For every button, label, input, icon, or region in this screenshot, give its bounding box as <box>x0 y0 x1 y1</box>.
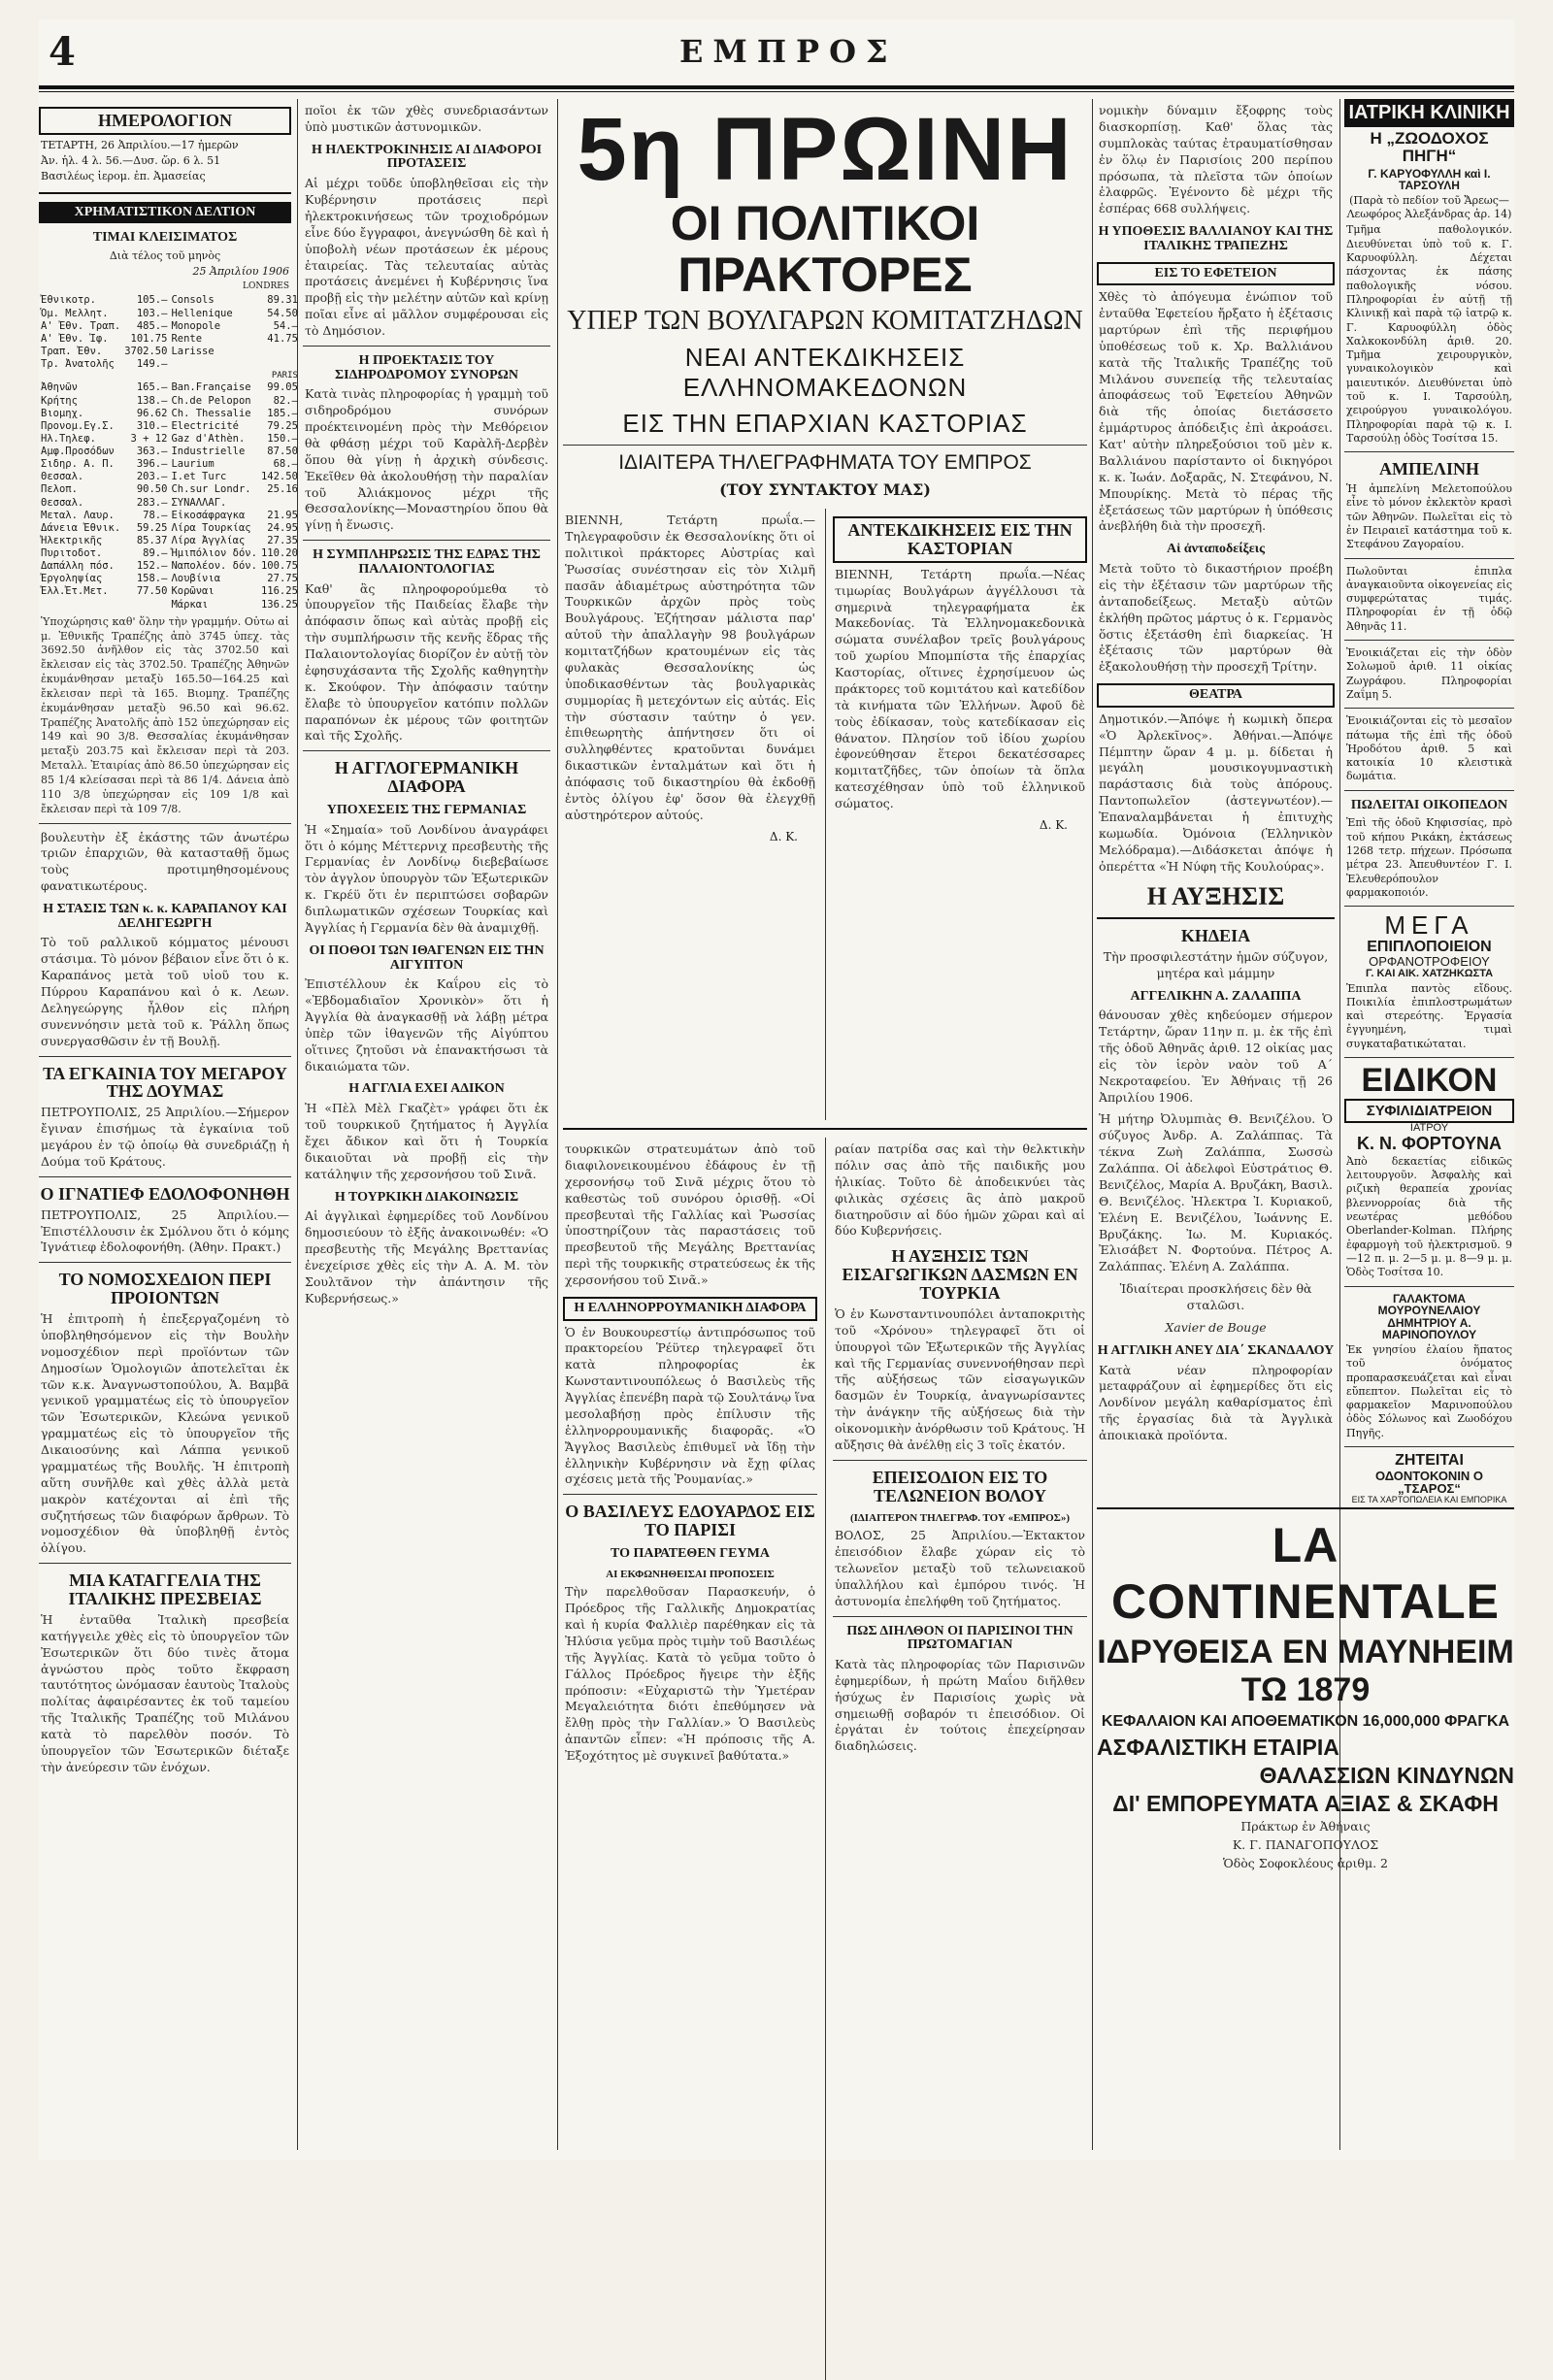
quote-cell: 3 + 12 <box>130 432 168 445</box>
headline-edouardos: Ο ΒΑΣΙΛΕΥΣ ΕΔΟΥΑΡΔΟΣ ΕΙΣ ΤΟ ΠΑΡΙΣΙ <box>565 1502 815 1540</box>
quote-row <box>39 433 300 446</box>
divider <box>39 1056 291 1057</box>
quote-cell: 396.— <box>136 458 168 471</box>
quote-cell: 105.— <box>136 294 168 307</box>
quote-cell <box>122 599 169 612</box>
quote-cell: ΣΥΝΑΛΛΑΓ. <box>171 496 227 509</box>
lead-subcolumns <box>563 509 1087 1120</box>
author-credit: Xavier de Bouge <box>1165 1319 1267 1335</box>
quote-cell: Σιδηρ. Α. Π. <box>41 458 115 471</box>
headline-protomagia: ΠΩΣ ΔΙΗΛΘΟΝ ΟΙ ΠΑΡΙΣΙΝΟΙ ΤΗΝ ΠΡΩΤΟΜΑΓΙΑΝ <box>846 1623 1074 1653</box>
quote-cell: Consols <box>171 294 215 307</box>
headline-epeisodion: ΕΠΕΙΣΟΔΙΟΝ ΕΙΣ ΤΟ ΤΕΛΩΝΕΙΟΝ ΒΟΛΟΥ <box>872 1467 1048 1505</box>
quote-cell: Gaz d'Athèn. <box>171 432 246 445</box>
divider <box>39 1262 291 1263</box>
article-text: Ἐπιστέλλουν ἐκ Καΐρου εἰς τὸ «Ἐβδομαδιαῖον Χρονικὸν» ὅτι ἡ Ἀγγλία θὰ ἀναγκασθῇ νὰ λάβῃ μέτρα ὑπὲρ τῶν ἰθαγενῶν τῆς Αἰγύπτου οἵτινες ζητοῦσι νὰ ἐπανακτήσωσι τὰ δικαιώματα τῶν. <box>305 976 548 1074</box>
quote-cell: Rente <box>171 332 203 345</box>
quote-cell: 54.— <box>273 319 298 332</box>
quote-row <box>39 333 300 346</box>
quote-cell: 82.— <box>273 394 298 407</box>
ad-continentale-founded: ΙΔΡΥΘΕΙΣΑ ΕΝ ΜΑΥΝΗΕΙΜ ΤΩ 1879 <box>1097 1634 1514 1708</box>
headline-staseis: Η ΣΤΑΣΙΣ ΤΩΝ κ. κ. ΚΑΡΑΠΑΝΟΥ ΚΑΙ ΔΕΛΗΓΕΩΡΓΗ <box>43 902 287 931</box>
ad-continentale-agent-label: Πράκτωρ ἐν Ἀθήναις <box>1240 1819 1371 1834</box>
ad-continentale-line: ΘΑΛΑΣΣΙΩΝ ΚΙΝΔΥΝΩΝ <box>1259 1763 1514 1788</box>
lead-subheadline: (ΤΟΥ ΣΥΝΤΑΚΤΟΥ ΜΑΣ) <box>719 480 931 499</box>
quote-row <box>39 510 300 522</box>
column-1 <box>39 99 298 2150</box>
ad-tsaros-text: ΟΔΟΝΤΟΚΟΝΙΝ Ο „ΤΣΑΡΟΣ“ <box>1374 1468 1484 1497</box>
quote-cell: Πυριτοδοτ. <box>41 547 103 560</box>
divider <box>1344 906 1514 907</box>
quote-cell: 41.75 <box>267 332 298 345</box>
divider <box>39 1176 291 1177</box>
divider <box>563 1128 1087 1130</box>
ad-tsaros-title: ΖΗΤΕΙΤΑΙ <box>1395 1451 1464 1469</box>
quote-row <box>39 358 300 371</box>
quote-cell: Λίρα Ἀγγλίας <box>171 534 246 546</box>
article-text: Αἱ μέχρι τοῦδε ὑποβληθεῖσαι εἰς τὴν Κυβέρνησιν προτάσεις περὶ ἠλεκτροκινήσεως τῶν τροχιοδρόμων εἶνε δύο ἔγγραφοι, ἀνεγνώσθη δὲ καὶ ἡ ὑποβολὴ νέων προτάσεων ἐκ μέρους ἑταιρείας. Τὰς τελευταίας αὐτὰς προτάσεις ἀνεμένει ἡ Κυβέρνησις ἵνα προβῇ εἰς τὴν μελέτην αὐτῶν καὶ κρίνῃ ποῖαι εἶνε αἱ μᾶλλον συμφέρουσαι εἰς τὸ Δημόσιον. <box>305 176 548 338</box>
quote-row <box>39 381 300 394</box>
lead-banner: 5η ΠΡΩΙΝΗ <box>577 100 1074 199</box>
article-text: Ὁ ἐν Κωνσταντινουπόλει ἀνταποκριτὴς τοῦ «Χρόνου» τηλεγραφεῖ ὅτι οἱ ὑπουργοὶ τῶν Ἐξωτερικῶν τῆς Ἀγγλίας καὶ τῆς Γερμανίας συνεννοήθησαν περὶ τῆς αὐξήσεως τῶν εἰσαγωγικῶν δασμῶν ἐν Τουρκίᾳ, ἀναγνωρίσαντες τὴν ἀνάγκην τῆς αὐξήσεως διὰ τὴν οἰκονομικὴν ἀνόρθωσιν τοῦ Κράτους. Ἡ αὔξησις θὰ ἀνέλθῃ εἰς 3 τοῖς ἑκατόν. <box>835 1306 1085 1452</box>
quote-cell: 54.50 <box>267 307 298 319</box>
masthead-rule <box>39 85 1514 89</box>
quote-cell: Τρ. Ἀνατολῆς <box>41 358 115 371</box>
quote-cell <box>39 599 122 612</box>
headline-duma: ΤΑ ΕΓΚΑΙΝΙΑ ΤΟΥ ΜΕΓΑΡΟΥ ΤΗΣ ΔΟΥΜΑΣ <box>43 1063 287 1102</box>
headline-ignatiev: Ο ΙΓΝΑΤΙΕΦ ΕΔΟΛΟΦΟΝΗΘΗ <box>40 1183 290 1204</box>
subheadline: Η ΑΓΓΛΙΑ ΕΧΕΙ ΑΔΙΚΟΝ <box>348 1081 505 1097</box>
lower-subcolumns <box>563 1138 1087 2380</box>
london-label: LONDRES <box>243 281 289 291</box>
headline-theatra: ΘΕΑΤΡΑ <box>1097 683 1335 708</box>
column-4 <box>1097 99 1335 1480</box>
article-text: Κατὰ νέαν πληροφορίαν μεταφράζουν αἱ ἐφημερίδες ὅτι εἰς Λονδίνον μεγάλη καθαρίσματος ἐπὶ τῆς ἐργασίας διὰ τὰ Ἀγγλικὰ ἀποικιακὰ προϊόντα. <box>1099 1362 1333 1442</box>
quote-cell: 110.20 <box>260 547 298 560</box>
lead-subheadline: ΝΕΑΙ ΑΝΤΕΚΔΙΚΗΣΕΙΣ ΕΛΛΗΝΟΜΑΚΕΔΟΝΩΝ <box>682 343 968 402</box>
quote-cell: Πελοπ. <box>41 483 78 496</box>
quote-cell: 142.50 <box>260 471 298 483</box>
article-text: Ἡ ἐνταῦθα Ἰταλικὴ πρεσβεία κατήγγειλε χθὲς εἰς τὸ ὑπουργεῖον τῶν Ἐσωτερικῶν ὅτι δύο τινὲς ἄτομα ἀγνώστου πρὸς τοῦτο ἔκφραση ταυτότητος ὠνόμασαν ἑαυτοὺς Ἰταλοὺς πολίτας ἀφαιρέσαντες ἐκ τοῦ ταμείου τῆς Ἰταλικῆς Τραπέζης τοῦ Μιλάνου κατὰ τὸ παρελθὸν ποσόν. Τὸ ὑπουργεῖον τῶν Ἐσωτερικῶν διέταξε τὴν ἀνεύρεσιν τῶν ἐνόχων. <box>41 1611 289 1774</box>
quote-cell: Monopole <box>171 319 221 332</box>
quote-cell: 283.— <box>136 496 168 509</box>
quote-cell: 165.— <box>136 381 168 394</box>
article-text: βουλευτὴν ἐξ ἑκάστης τῶν ἀνωτέρω τριῶν ἐπαρχιῶν, θὰ κατασταθῇ ὅμως τοὺς προτιμηθησομένους φανατικωτέρους. <box>41 829 289 894</box>
article-text: ποῖοι ἐκ τῶν χθὲς συνεδριασάντων ὑπὸ μυστικῶν ἀστυνομικῶν. <box>305 103 548 134</box>
ad-furniture-title2: ΕΠΙΠΛΟΠΟΙΕΙΟΝ <box>1367 938 1492 955</box>
ad-clinic-doctors: Γ. ΚΑΡΥΟΦΥΛΛΗ καὶ Ι. ΤΑΡΣΟΥΛΗ <box>1368 166 1491 193</box>
obituary-intro: Τὴν προσφιλεστάτην ἡμῶν σύζυγον, μητέρα καὶ μάμμην <box>1103 948 1329 980</box>
ad-clinic2-name: Κ. Ν. ΦΟΡΤΟΥΝΑ <box>1357 1133 1502 1153</box>
quote-cell: Θεσσαλ. <box>41 496 84 509</box>
page-number: 4 <box>49 29 76 75</box>
quote-cell: Ch.sur Londr. <box>171 483 251 496</box>
quote-cell: Μεταλ. Λαυρ. <box>41 509 115 521</box>
article-text: ΠΕΤΡΟΥΠΟΛΙΣ, 25 Ἀπριλίου.—Ἐπιστέλλουσιν ἐκ Σμόλνου ὅτι ὁ κόμης Ἰγνάτιεφ ἐδολοφονήθη. (Ἀθην. Πρακτ.) <box>41 1207 289 1255</box>
quote-cell: 485.— <box>136 319 168 332</box>
article-text: ραίαν πατρίδα σας καὶ τὴν θελκτικὴν πόλιν σας ἀπὸ τῆς παιδικῆς μου ἡλικίας. Τοῦτο δὲ ἀποδεικνύει τὰς φιλικὰς σχέσεις ἃς ἀπὸ μακροῦ διατηροῦσιν αἱ δύο ἡμῶν χῶραι καὶ αἱ δύο Κυβερνήσεις. <box>835 1141 1085 1239</box>
quote-cell: 136.25 <box>260 598 298 611</box>
article-text: Αἱ ἀγγλικαὶ ἐφημερίδες τοῦ Λονδίνου δημοσιεύουν τὸ ἐξῆς ἀνακοινωθέν: «Ὁ πρεσβευτὴς τῆς Μεγάλης Βρεττανίας ἐνεχείρισε χθὲς εἰς τὴν Α. Α. Μ. τὸν Σουλτᾶνον τὴν ἀπάντησιν τῆς Κυβερνήσεως.» <box>305 1208 548 1306</box>
divider <box>1344 1057 1514 1058</box>
quotes-table <box>39 294 300 611</box>
ad-continentale-address: Ὁδὸς Σοφοκλέους ἀριθμ. 2 <box>1223 1855 1388 1870</box>
ad-furniture-names: Γ. ΚΑΙ ΑΙΚ. ΧΑΤΖΗΚΩΣΤΑ <box>1365 967 1494 979</box>
headline-auxisis-dasmon: Η ΑΥΞΗΣΙΣ ΤΩΝ ΕΙΣΑΓΩΓΙΚΩΝ ΔΑΣΜΩΝ ΕΝ ΤΟΥΡΚΙΑ <box>842 1246 1078 1304</box>
column-divider <box>557 99 558 2150</box>
quote-cell: Ἐργοληψίας <box>41 573 103 585</box>
paris-label: PARIS <box>271 371 298 381</box>
calendar-line: Βασιλέως ἱερομ. ἐπ. Ἀμασείας <box>41 170 206 183</box>
quote-cell: 21.95 <box>267 509 298 521</box>
lead-subcolumn-a <box>563 509 817 843</box>
column-2 <box>303 99 550 2150</box>
quote-cell: Λουβίνια <box>171 573 221 585</box>
quote-cell: Μάρκαι <box>171 598 209 611</box>
divider <box>563 1494 817 1495</box>
quote-cell: 89.31 <box>267 294 298 307</box>
divider <box>39 823 291 824</box>
quote-cell: 103.— <box>136 307 168 319</box>
quote-cell: 59.25 <box>136 521 168 534</box>
closing-prices-subtitle: Διὰ τέλος τοῦ μηνὸς <box>109 249 221 263</box>
quote-cell: Ηλ.Τηλεφ. <box>41 432 96 445</box>
quote-cell: Laurium <box>171 458 215 471</box>
quote-cell: Προνομ.Εγ.Σ. <box>41 419 115 432</box>
quote-cell: Hellenique <box>171 307 233 319</box>
headline-proektasis: Η ΠΡΟΕΚΤΑΣΙΣ ΤΟΥ ΣΙΔΗΡΟΔΡΟΜΟΥ ΣΥΝΟΡΩΝ <box>335 352 518 382</box>
article-signature: Δ. Κ. <box>1039 817 1068 832</box>
calendar-line: Ἀν. ἡλ. 4 λ. 56.—Δυσ. ὥρ. 6 λ. 51 <box>41 154 221 168</box>
article-text: ΒΟΛΟΣ, 25 Ἀπριλίου.—Ἐκτακτον ἐπεισόδιον ἔλαβε χώραν εἰς τὸ τελωνεῖον μεταξὺ τοῦ τελωνειακοῦ ὑπαλλήλου καὶ ἐμπόρου τινός. Ἡ ἀστυνομία ἐπελήφθη τοῦ ζητήματος. <box>835 1528 1085 1608</box>
quote-cell: 89.— <box>143 547 168 560</box>
quote-cell: Α' Ἐθν. Ἰφ. <box>41 332 109 345</box>
lead-subcolumn-b <box>833 509 1087 832</box>
headline-elektrokinisis: Η ΗΛΕΚΤΡΟΚΙΝΗΣΙΣ ΑΙ ΔΙΑΦΟΡΟΙ ΠΡΟΤΑΣΕΙΣ <box>311 142 543 172</box>
article-text: ΠΕΤΡΟΥΠΟΛΙΣ, 25 Ἀπριλίου.—Σήμερον ἔγιναν ἐπισήμως τὰ ἐγκαίνια τοῦ μεγάρου ἐν τῷ ὁποίῳ θὰ συνεδριάζῃ ἡ Δούμα τοῦ Κράτους. <box>41 1105 289 1169</box>
quote-row <box>39 308 300 320</box>
article-text: ΒΙΕΝΝΗ, Τετάρτη πρωΐα.—Νέας τιμωρίας Βουλγάρων ἀγγέλλουσι τὰ σημερινὰ τηλεγραφήματα ἐκ Μακεδονίας. Τὰ Ἑλληνομακεδονικὰ σώματα συνέλαβον τρεῖς βουλγάρους τοῦ χωρίου Μπομπίστα τῆς ἐπαρχίας Καστορίας, οἵτινες ἐχρησίμευον ὡς πράκτορες τοῦ κομιτάτου καὶ κατεδίδον τὰ κινήματα τῶν Ἑλλήνων. Ἀφοῦ δὲ τοὺς ἐδίκασαν, τοὺς κατεδίκασαν εἰς θάνατον. Πλησίον τοῦ ἰδίου χωρίου ἐφονεύθησαν ἕτεροι δεκατέσσαρες κομιτατζῆδες, τῶν ὁποίων τὰ ὅπλα κατεσχέθησαν ὑπὸ τοῦ ἑλληνικοῦ σώματος. <box>835 566 1085 811</box>
quote-cell: 101.75 <box>130 332 168 345</box>
closing-prices-title: ΤΙΜΑΙ ΚΛΕΙΣΙΜΑΤΟΣ <box>92 230 238 246</box>
quote-row <box>39 395 300 408</box>
subheadline: Αἱ ἀνταποδείξεις <box>1166 542 1265 557</box>
quote-cell: 27.35 <box>267 534 298 546</box>
divider <box>833 1460 1087 1461</box>
ad-clinic2-title: ΕΙΔΙΚΟΝ <box>1361 1061 1498 1099</box>
subheadline: ΤΟ ΠΑΡΑΤΕΘΕΝ ΓΕΥΜΑ <box>611 1546 770 1562</box>
subheadline: ΟΙ ΠΟΘΟΙ ΤΩΝ ΙΘΑΓΕΝΩΝ ΕΙΣ ΤΗΝ ΑΙΓΥΠΤΟΝ <box>309 942 545 973</box>
quote-cell: 363.— <box>136 446 168 458</box>
quote-cell <box>169 358 259 371</box>
masthead-rule-thin <box>39 91 1514 92</box>
quote-row <box>39 599 300 612</box>
quote-row <box>39 560 300 573</box>
headline-anglogermaniki: Η ΑΓΓΛΟΓΕΡΜΑΝΙΚΗ ΔΙΑΦΟΡΑ <box>334 758 519 797</box>
divider <box>1344 558 1514 559</box>
quote-cell: Ch. Thessalie <box>171 407 251 419</box>
quote-cell: Ἡμιπόλιον δόν. <box>171 547 257 560</box>
obituary-text: θάνουσαν χθὲς κηδεύομεν σήμερον Τετάρτην, ὥραν 11ην π. μ. ἐκ τῆς ἐπὶ τῆς ὁδοῦ Ἀθηνᾶς ἀριθ. 12 οἰκίας μας εἰς τὸν ἱερὸν ναὸν τοῦ Α΄ Νεκροταφείου. Ἐν Ἀθήναις τῇ 26 Ἀπριλίου 1906. <box>1099 1008 1333 1105</box>
ad-ampelini-title: ΑΜΠΕΛΙΝΗ <box>1379 459 1479 479</box>
subheadline: Η ΤΟΥΡΚΙΚΗ ΔΙΑΚΟΙΝΩΣΙΣ <box>334 1189 519 1205</box>
article-text: Τὴν παρελθοῦσαν Παρασκευήν, ὁ Πρόεδρος τῆς Γαλλικῆς Δημοκρατίας καὶ ἡ κυρία Φαλλιὲρ παρέθηκαν εἰς τὰ Ἠλύσια γεῦμα πρὸς τιμὴν τοῦ Βασιλέως τῆς Ἀγγλίας. Κατὰ τὸ γεῦμα τοῦτο ὁ Γάλλος Πρόεδρος ἤγειρε τὴν ἑξῆς πρόποσιν: «Εὐχαριστῶ τὴν Ὑμετέραν Μεγαλειότητα διότι ἐπεθύμησεν νὰ ἔλθῃ πρὸς τὴν Γαλλίαν.» Ὁ Βασιλεὺς ἀπαντῶν εἶπεν: «Ἡ πρόποσις τῆς Α. Ἐξοχότητος μὲ συγκινεῖ βαθύτατα.» <box>565 1584 815 1764</box>
newspaper-page <box>39 19 1514 2160</box>
article-text: Ἡ «Σημαία» τοῦ Λονδίνου ἀναγράφει ὅτι ὁ κόμης Μέττερνιχ πρεσβευτὴς τῆς Γερμανίας ἐν Λονδίνῳ διεβεβαίωσε τὸν ἀγγλον ὑπουργὸν τῶν Ἐξωτερικῶν κ. Γκρέϋ ὅτι ἐν περιπτώσει σοβαρῶν διπλωματικῶν σχέσεων Τουρκίας καὶ Ἀγγλίας ἡ Γερμανία δὲν θὰ ἀναμιχθῇ. <box>305 821 548 935</box>
quote-cell: Ἠλεκτρικῆς <box>41 534 103 546</box>
ad-plot-text: Ἐπὶ τῆς ὁδοῦ Κηφισσίας, πρὸ τοῦ κήπου Ρικάκη, ἐκτάσεως 1268 τετρ. πήχεων. Πρόσωπα μέτρα 23. Ἀπευθυντέον Γ. Ι. Ἐλευθερόπουλον φαρμακοποιόν. <box>1346 816 1512 899</box>
quote-cell: Δάνεια Ἐθνικ. <box>41 521 121 534</box>
lead-subheadline: ΥΠΕΡ ΤΩΝ ΒΟΥΛΓΑΡΩΝ ΚΟΜΙΤΑΤΖΗΔΩΝ <box>567 306 1083 336</box>
quote-cell: 116.25 <box>260 585 298 598</box>
article-text: Καθ' ἃς πληροφορούμεθα τὸ ὑπουργεῖον τῆς Παιδείας ἔλαβε τὴν ἀπόφασιν ὅπως καὶ αὐτὰς προβῇ εἰς τὴν συμπλήρωσιν τῆς κενῆς ἕδρας τῆς Παλαιοντολογίας διορίζον ἐν αὐτῇ τὸν ἐφησυχάσαντα τῆς Σχολῆς καθηγητὴν κ. Σκούφον. Τὴν ἀπόφασιν ταύτην ἔλαβε τὸ ὑπουργεῖον κατόπιν πολλῶν παραπόνων ἐκ μέρους τῶν φοιτητῶν καὶ τῆς Σχολῆς. <box>305 580 548 744</box>
article-text: τουρκικῶν στρατευμάτων ἀπὸ τοῦ διαφιλονεικουμένου ἐδάφους ἐν τῇ χερσονήσῳ τοῦ Σινᾶ μέχρις ὅτου τὸ καθεστὼς τοῦ συνόρου ὁρισθῇ. «Οἱ πρεσβευταὶ τῆς Γαλλίας καὶ Ῥωσσίας ὑποστηρίζουν τὰς παραστάσεις τοῦ πρεσβευτοῦ τῆς Μεγάλης Βρεττανίας περὶ τῆς τουρκικῆς στρατεύσεως ἐκ τῆς χερσονήσου τοῦ Σινᾶ.» <box>565 1141 815 1287</box>
quote-cell: Θεσσαλ. <box>41 471 84 483</box>
ad-clinic-title: ΙΑΤΡΙΚΗ ΚΛΙΝΙΚΗ <box>1344 99 1514 127</box>
divider <box>303 346 550 347</box>
quote-row <box>39 420 300 433</box>
divider <box>1344 790 1514 791</box>
ad-furniture-text: Ἐπιπλα παντὸς εἴδους. Ποικιλία ἐπιπλοστρωμάτων καὶ στερεότης. Ἐργασία ἐγγυημένη, τιμαὶ συγκαταβατικώταται. <box>1346 981 1512 1050</box>
quote-cell: Ἐλλ.Ἐτ.Μετ. <box>41 585 109 598</box>
quote-cell <box>259 358 300 371</box>
quote-row <box>39 471 300 483</box>
ad-continentale-line: ΑΣΦΑΛΙΣΤΙΚΗ ΕΤΑΙΡΙΑ <box>1097 1735 1339 1760</box>
calendar-line: ΤΕΤΑΡΤΗ, 26 Ἀπριλίου.—17 ἡμερῶν <box>41 138 239 151</box>
quote-row <box>39 446 300 458</box>
headline-nomosxedion: ΤΟ ΝΟΜΟΣΧΕΔΙΟΝ ΠΕΡΙ ΠΡΟΙΟΝΤΩΝ <box>58 1270 272 1308</box>
lead-subheadline: ΙΔΙΑΙΤΕΡΑ ΤΗΛΕΓΡΑΦΗΜΑΤΑ ΤΟΥ ΕΜΠΡΟΣ <box>618 451 1032 474</box>
ad-la-continentale <box>1097 1500 1514 1870</box>
quote-cell: Τραπ. Ἐθν. <box>41 345 103 357</box>
headline-ellinorroumaniki: Η ΕΛΛΗΝΟΡΡΟΥΜΑΝΙΚΗ ΔΙΑΦΟΡΑ <box>563 1297 817 1321</box>
quote-row <box>39 522 300 535</box>
lower-subcolumn-b <box>833 1138 1087 1761</box>
quote-row <box>39 408 300 420</box>
quote-row <box>39 585 300 598</box>
ad-codliver-title: ΓΑΛΑΚΤΟΜΑ ΜΟΥΡΟΥΝΕΛΑΙΟΥ ΔΗΜΗΤΡΙΟΥ Α. ΜΑΡΙΝΟΠΟΥΛΟΥ <box>1377 1291 1481 1342</box>
divider <box>1344 708 1514 709</box>
quote-cell: 68.— <box>273 458 298 471</box>
quote-cell: 25.16 <box>267 483 298 496</box>
divider <box>563 445 1087 446</box>
quote-cell: 99.05 <box>267 381 298 394</box>
quote-cell: 203.— <box>136 471 168 483</box>
divider <box>1344 1286 1514 1287</box>
headline-kideia: ΚΗΔΕΙΑ <box>1180 925 1251 945</box>
quote-row <box>39 458 300 471</box>
ad-clinic2-subtitle: ΙΑΤΡΟΥ <box>1409 1122 1449 1135</box>
quote-cell: 149.— <box>136 358 168 371</box>
subheadline: ΥΠΟΧΕΣΕΙΣ ΤΗΣ ΓΕΡΜΑΝΙΑΣ <box>326 803 527 818</box>
quote-cell: I.et Turc <box>171 471 227 483</box>
column-divider <box>825 509 826 1120</box>
ad-furniture-subtitle: ΟΡΦΑΝΟΤΡΟΦΕΙΟΥ <box>1369 954 1490 970</box>
obituary-note: Ἰδιαίτεραι προσκλήσεις δὲν θὰ σταλῶσι. <box>1119 1281 1312 1313</box>
quote-cell: 78.— <box>143 509 168 521</box>
ad-clinic-name: Η „ΖΩΟΔΟΧΟΣ ΠΗΓΗ“ <box>1370 129 1489 165</box>
quote-cell <box>259 497 300 510</box>
quote-cell: 3702.50 <box>124 345 168 357</box>
quote-cell: 24.95 <box>267 521 298 534</box>
divider <box>1097 1507 1514 1509</box>
ad-plot-title: ΠΩΛΕΙΤΑΙ ΟΙΚΟΠΕΔΟΝ <box>1350 797 1508 812</box>
article-text: νομικὴν δύναμιν ἔξοφρης τοὺς διασκορπίσῃ. Καθ' ὅλας τὰς συμπλοκὰς ταύτας ἐτραυματίσθησαν ἐν ὅλῳ ἐν Παρισίοις 200 περίπου πρόσωπα, τὰ πλεῖστα τῶν ὁποίων ἐλαφρῶς. Ἐγένοντο δὲ μέχρι τῆς ἑσπέρας 668 συλλήψεις. <box>1099 103 1333 216</box>
headline-presbeia: ΜΙΑ ΚΑΤΑΓΓΕΛΙΑ ΤΗΣ ΙΤΑΛΙΚΗΣ ΠΡΕΣΒΕΙΑΣ <box>68 1570 262 1609</box>
ad-codliver-text: Ἐκ γνησίου ἐλαίου ἥπατος τοῦ ὀνόματος προπαρασκευάζεται καὶ εἶναι εὔπεπτον. Πωλεῖται εἰς τὸ φαρμακεῖον Μαρινοπούλου ὁδὸς Σόλωνος καὶ Ζωοδόχου Πηγῆς. <box>1346 1342 1512 1439</box>
ad-furniture-title: ΜΕΓΑ <box>1384 910 1474 941</box>
article-signature: Δ. Κ. <box>769 829 798 843</box>
article-text: Ὁ ἐν Βουκουρεστίῳ ἀντιπρόσωπος τοῦ πρακτορείου Ῥέϋτερ τηλεγραφεῖ ὅτι κατὰ πληροφορίας ἐκ Κωνσταντινουπόλεως ὁ Βασιλεὺς τῆς Ἀγγλίας ἐπενέβη παρὰ τῷ Σουλτάνῳ ἵνα μεσολαβήσῃ πρὸς ἐπίλυσιν τῆς ἑλληνορρουμανικῆς διαφορᾶς. «Ὁ Ἄγγλος Βασιλεὺς ἐπιθυμεῖ νὰ ἴδῃ τὴν ἑλληνικὴν Κυβέρνησιν νὰ ἔχῃ φίλας σχέσεις μετὰ τῆς Ῥουμανίας.» <box>565 1324 815 1487</box>
quote-cell: Κρήτης <box>41 394 78 407</box>
quote-cell: Εἰκοσάφραγκα <box>171 509 246 521</box>
column-divider <box>1092 99 1093 2150</box>
quote-cell: Ναπολέον. δόν. <box>171 560 257 573</box>
headline-antekdikiseis: ΑΝΤΕΚΔΙΚΗΣΕΙΣ ΕΙΣ ΤΗΝ ΚΑΣΤΟΡΙΑΝ <box>833 516 1087 563</box>
newspaper-title: ΕΜΠΡΟΣ <box>679 33 898 70</box>
obituary-name: ΑΓΓΕΛΙΚΗΝ Α. ΖΑΛΑΠΠΑ <box>1130 988 1302 1004</box>
article-text: Χθὲς τὸ ἀπόγευμα ἐνώπιον τοῦ ἐνταῦθα Ἐφετείου ἤρξατο ἡ ἐξέτασις μαρτύρων ἐπὶ τῆς περιφήμου ὑποθέσεως τοῦ κ. Χρ. Βαλλιάνου κατὰ τῆς Ἰταλικῆς Τραπέζης τοῦ Μιλάνου συνεπείᾳ τῆς τελευταίας ἀποφάσεως τοῦ Ἐφετείου Ἀθηνῶν διὰ τῆς ὁποίας διετάσσετο ἐμμάρτυρος ἀπόδειξις ἐπὶ ἀκροάσει. Κατ' αὐτὴν πληρεξούσιοι τοῦ μὲν κ. Βαλλιάνου παρίσταντο οἱ δικηγόροι κ. κ. Ἰωάν. Δοξαρᾶς, Ν. Στεφάνου, Ν. Μπουρίκης. Μετὰ τὸ πέρας τῆς ἐξετάσεως τῶν μαρτύρων ἡ ὑπόθεσις ἀνεβλήθη διὰ τὴν προσεχῆ. <box>1099 289 1333 534</box>
divider <box>1097 917 1335 919</box>
quote-row <box>39 535 300 547</box>
classified-ad: Ἐνοικιάζονται εἰς τὸ μεσαῖον πάτωμα τῆς ἐπὶ τῆς ὁδοῦ Ἡροδότου ἀριθ. 5 καὶ κατοικία 10 κλειστικὰ δωμάτια. <box>1346 714 1512 783</box>
ad-tsaros-sub: ΕΙΣ ΤΑ ΧΑΡΤΟΠΩΛΕΙΑ ΚΑΙ ΕΜΠΟΡΙΚΑ <box>1351 1495 1507 1505</box>
quote-cell: 27.75 <box>267 573 298 585</box>
quote-cell: Δαπάλλη πόσ. <box>41 560 115 573</box>
quote-row <box>39 346 300 358</box>
quote-cell: 310.— <box>136 419 168 432</box>
quote-cell: Electricité <box>171 419 239 432</box>
ad-ampelini-text: Ἡ ἀμπελίνη Μελετοπούλου εἶνε τὸ μόνον ἐκλεκτὸν κρασὶ τῶν Ἀθηνῶν. Πωλεῖται εἰς τὸ ἐν Πειραιεῖ κατάστημα τοῦ κ. Στεφάνου Ζαγοραίου. <box>1346 482 1512 551</box>
ad-continentale-line: ΔΙ' ΕΜΠΟΡΕΥΜΑΤΑ ΑΞΙΑΣ & ΣΚΑΦΗ <box>1112 1791 1499 1816</box>
quote-cell: 152.— <box>136 560 168 573</box>
column-divider <box>825 1138 826 2380</box>
quote-row <box>39 320 300 333</box>
calendar-title: ΗΜΕΡΟΛΟΓΙΟΝ <box>39 107 291 135</box>
quote-cell: Industrielle <box>171 446 246 458</box>
divider <box>1344 1446 1514 1447</box>
market-report: Ὑποχώρησις καθ' ὅλην τὴν γραμμήν. Οὐτω αἱ μ. Ἐθνικῆς Τραπέζης ἀπὸ 3745 ὑπεχ. τὰς 3692.50 ἀνῆλθον εἰς τὰς 3702.50 καὶ ἔκλεισαν εἰς τὰς 3702.50. Τραπέζης Ἀθηνῶν ἐκυμάνθησαν μεταξὺ 165.50—164.25 καὶ ἔκλεισαν περὶ τὰ 165. Βιομηχ. Τραπέζης ἐκυμάνθησαν μεταξὺ 96.50 καὶ 96.62. Τραπέζης Ἀνατολῆς ἀπὸ 152 ὑπεχώρησαν εἰς 149 καὶ 90 3/8. Θεσσαλίας ἐκυμάνθησαν μεταξὺ 203.75 καὶ ἔκλεισαν περὶ τὰ 203. Μεταλλ. Ἑταιρίας ἀπὸ 86.50 ὑπεχώρησαν εἰς 85 1/4 κλείσασαι περὶ τὰ 86 1/4. Δάνεια ἀπὸ 110 3/8 ὑπεχώρησαν εἰς 109 1/8 καὶ ἔκλεισαν περὶ τὰ 109 7/8. <box>41 614 289 815</box>
article-text: ΒΙΕΝΝΗ, Τετάρτη πρωΐα.—Τηλεγραφοῦσιν ἐκ Θεσσαλονίκης ὅτι οἱ πολιτικοὶ πράκτορες Αὐστρίας καὶ Ῥωσσίας συνέστησαν εἰς τὸν Χιλμῆ πασᾶν ἀδιαμέτρως αὐστηρότητα τῶν Τουρκικῶν ἀρχῶν πρὸς τοὺς Βουλγάρους. Ἐζήτησαν μάλιστα παρ' αὐτοῦ τὴν ἀπαλλαγὴν 98 βουλγάρων κομιτατζήδων κρατουμένων εἰς τὰς φυλακὰς Θεσσαλονίκης ὡς ὑποδικασθέντων τὰς βουλγαρικὰς συμμορίας ἢ μετεχόντων εἰς αὐτάς. Εἰς τὴν σύστασιν ταύτην ὁ γεν. ἐπιθεωρητὴς ἀπήντησεν ὅτι οἱ συλληφθέντες κρατοῦνται δυνάμει δικαστικῶν ἐνταλμάτων καὶ ὅτι ἡ ἀπόφασις τοῦ δικαστηρίου θὰ ἐκδοθῇ ἐντὸς ὀλίγου ἐφ' ὅσον θὰ ἐλεγχθῇ αὐστηρότερον αὐτούς. <box>565 512 815 822</box>
quote-cell: Α' Ἐθν. Τραπ. <box>41 319 121 332</box>
quote-cell <box>259 346 300 358</box>
quote-cell: Βιομηχ. <box>41 407 84 419</box>
quote-cell: 77.50 <box>136 585 168 598</box>
ad-clinic2-text: Ἀπὸ δεκαετίας εἰδικῶς λειτουργοῦν. Ἀσφαλὴς καὶ ριζικὴ θεραπεία χρονίας βλεννορροίας διὰ τῆς νεωτέρας μεθόδου Oberlander-Kolman. Πλήρης ἐφαρμογὴ τοῦ ἠλεκτρισμοῦ. 9—12 π. μ. 2—5 μ. μ. 8—9 μ. μ. Ὁδὸς Τοσίτσα 10. <box>1346 1154 1512 1279</box>
ad-clinic-text: Τμῆμα παθολογικόν. Διευθύνεται ὑπὸ τοῦ κ. Γ. Καρυοφύλλη. Δέχεται πάσχοντας ἐκ πάσης παθολογικῆς νόσου. Πληροφορίαι ἐν αὐτῇ τῇ Κλινικῇ καὶ παρὰ τῷ ἰατρῷ κ. Γ. Καρυοφύλλη ὁδὸς Χαλκοκονδύλη ἀριθ. 20. Τμῆμα χειρουργικὸν, γυναικολογικὸν καὶ μαιευτικόν. Διευθύνεται ὑπὸ τοῦ κ. Ι. Ταρσούλη, χειρούργου γυναικολόγου. Πληροφορίαι παρὰ τῷ κ. Ι. Ταρσούλῃ ὁδὸς Τοσίτσα 15. <box>1346 223 1512 445</box>
market-bulletin-title: ΧΡΗΜΑΤΙΣΤΙΚΟΝ ΔΕΛΤΙΟΝ <box>39 202 291 224</box>
subheadline: (ΙΔΙΑΙΤΕΡΟΝ ΤΗΛΕΓΡΑΦ. ΤΟΥ «ΕΜΠΡΟΣ») <box>849 1511 1071 1524</box>
headline-skandalo: Η ΑΓΓΛΙΚΗ ΑΝΕΥ ΔΙΑ΄ ΣΚΑΝΔΑΛΟΥ <box>1097 1342 1335 1358</box>
column-5-ads <box>1344 99 1514 1505</box>
article-text: Μετὰ τοῦτο τὸ δικαστήριον προέβη εἰς τὴν ἐξέτασιν τῶν μαρτύρων τῆς ἀνταποδείξεως. Μεταξὺ αὐτῶν ἐκλήθη πρῶτος μάρτυς ὁ κ. Γερμανὸς ὅστις ἐξετάσθη ἐπὶ διαρκείας. Ἡ ἐξέτασις τῶν μαρτύρων θὰ ἐξακολουθήσῃ τὴν προσεχῆ Τρίτην. <box>1099 561 1333 675</box>
quote-row <box>39 573 300 585</box>
headline-upothesis: Η ΥΠΟΘΕΣΙΣ ΒΑΛΛΙΑΝΟΥ ΚΑΙ ΤΗΣ ΙΤΑΛΙΚΗΣ ΤΡΑΠΕΖΗΣ <box>1098 224 1334 253</box>
column-3 <box>563 99 1087 2150</box>
quote-row <box>39 294 300 307</box>
article-text: Κατὰ τινὰς πληροφορίας ἡ γραμμὴ τοῦ σιδηροδρόμου συνόρων προέκτεινομένη πρὸς τὴν Μεθόρειον θὰ φθάσῃ μέχρι τοῦ Καρὰλῆ-Δερβὲν ὅπου θὰ γίνῃ ἡ ἀρχικὴ σύνδεσις. Ἐκεῖθεν θὰ ἀκολουθήσῃ τὴν παραλίαν τοῦ Ἀλιάκμονος μέχρι τῆς Θεσσαλονίκης—Μοναστηρίου ὅπου θὰ γίνῃ ἡ ἕνωσις. <box>305 386 548 533</box>
quote-cell: Larisse <box>171 345 215 357</box>
quote-cell: 150.— <box>267 432 298 445</box>
article-text: Ἡ ἐπιτροπὴ ἡ ἐπεξεργαζομένη τὸ ὑποβληθησόμενον εἰς τὴν Βουλὴν νομοσχέδιον περὶ προϊόντων τῶν Δημοσίων Ὁμολογιῶν ἀποτελεῖται ἐκ τῶν κ.κ. Ἀναγνωστοπούλου, Ἀ. Βαμβᾶ γενικοῦ γραμματέως εἰς τὸ ὑπουργεῖον τῶν Ἐσωτερικῶν, Κλεώνα γενικοῦ γραμματέως εἰς τὸ ὑπουργεῖον τῆς Δικαιοσύνης καὶ Λάππα γενικοῦ γραμματέως τῆς Βουλῆς. Ἡ ἐπιτροπὴ αὕτη συνῆλθε καὶ χθὲς ἀλλὰ μετὰ μακρὸν κατέχονται αἱ ἐπὶ τῆς συζητήσεως τῶν διαφόρων ἄρθρων. Τὸ νομοσχέδιον θὰ ὑποβληθῇ ἐντὸς ὀλίγου. <box>41 1311 289 1556</box>
ad-clinic2-title2: ΣΥΦΙΛΙΔΙΑΤΡΕΙΟΝ <box>1344 1099 1514 1124</box>
ad-clinic-address: (Παρὰ τὸ πεδίον τοῦ Ἄρεως—Λεωφόρος Ἀλεξάνδρας ἀρ. 14) <box>1346 193 1512 221</box>
divider <box>833 1616 1087 1617</box>
quote-cell: 100.75 <box>260 560 298 573</box>
quote-cell: 90.50 <box>136 483 168 496</box>
quote-cell: 79.25 <box>267 419 298 432</box>
obituary-family: Ἡ μήτηρ Ὀλυμπιὰς Θ. Βενιζέλου. Ὁ σύζυγος Ἀνδρ. Α. Ζαλάππας. Τὰ τέκνα Ζωὴ Ζαλάππα, Σωσσὼ Ζαλάππα. Οἱ ἀδελφοὶ Εὐστράτιος Θ. Βενιζέλος, Μαρία Α. Βρυζάκη, Βασιλ. Θ. Βενιζέλος. Ἠλεκτρα Ἰ. Κυριακοῦ, Ἑλένη Ε. Βενιζέλου, Ἰωάννης Ε. Βρυζάκης. Ἰω. Μ. Κυριακός. Ἐλισάβετ Ν. Φορτούνα. Πέτρος Α. Ζαλάππας. Ἑλένη Α. Ζαλάππα. <box>1099 1111 1333 1274</box>
article-text: Τὸ τοῦ ραλλικοῦ κόμματος μένουσι στάσιμα. Τὸ μόνον βέβαιον εἶνε ὅτι ὁ κ. Καραπάνος μετὰ τοῦ υἱοῦ του κ. Πύρρου Καραπάνου καὶ ὁ κ. Λεων. Δεληγεώργης ἦλθον εἰς πλήρη συνεννόησιν μετὰ τοῦ κ. Ῥάλλη ὅπως συνεργασθῶσιν ἐν τῇ Βουλῇ. <box>41 935 289 1048</box>
quote-row <box>39 371 300 381</box>
quote-row <box>39 547 300 560</box>
lower-subcolumn-a <box>563 1138 817 1770</box>
lead-subheadline: ΕΙΣ ΤΗΝ ΕΠΑΡΧΙΑΝ ΚΑΣΤΟΡΙΑΣ <box>622 409 1028 438</box>
article-text: Ἡ «Πὲλ Μὲλ Γκαζὲτ» γράφει ὅτι ἐκ τοῦ τουρκικοῦ ζητήματος ἡ Ἀγγλία ἔχει ἄδικον καὶ ὅτι ἡ Τουρκία δικαιοῦται νὰ προβῇ εἰς τὴν κατάληψιν τῆς χερσονήσου τοῦ Σινᾶ. <box>305 1101 548 1181</box>
headline-paleontologia: Η ΣΥΜΠΛΗΡΩΣΙΣ ΤΗΣ ΕΔΡΑΣ ΤΗΣ ΠΑΛΑΙΟΝΤΟΛΟΓΙΑΣ <box>313 547 541 577</box>
quote-cell: 85.37 <box>136 534 168 546</box>
quote-cell: Ch.de Pelopon <box>171 394 251 407</box>
quote-cell: 158.— <box>136 573 168 585</box>
divider <box>39 192 291 194</box>
quote-cell: Αμφ.Προσόδων <box>41 446 115 458</box>
divider <box>39 1563 291 1564</box>
quote-cell: 185.— <box>267 407 298 419</box>
quote-row <box>39 483 300 496</box>
quote-cell: 96.62 <box>136 407 168 419</box>
quote-cell: 87.50 <box>267 446 298 458</box>
quote-cell: Ἀθηνῶν <box>41 381 78 394</box>
ad-continentale-capital: ΚΕΦΑΛΑΙΟΝ ΚΑΙ ΑΠΟΘΕΜΑΤΙΚΟΝ 16,000,000 ΦΡΑΓΚΑ <box>1101 1713 1510 1730</box>
quote-row <box>39 497 300 510</box>
quote-cell: Λίρα Τουρκίας <box>171 521 251 534</box>
quote-cell: Ban.Française <box>171 381 251 394</box>
headline-auxisis: Η ΑΥΞΗΣΙΣ <box>1146 881 1285 910</box>
ad-continentale-title: LA CONTINENTALE <box>1111 1518 1500 1629</box>
article-text: Δημοτικόν.—Ἀπόψε ἡ κωμικὴ ὄπερα «Ὁ Ἀρλεκῖνος». Ἀθήναι.—Ἀπόψε Πέμπτην ὥραν 4 μ. μ. δίδεται ἡ μεγάλη μουσικογυμναστικὴ παράστασις διὰ τοὺς ἀπόρους. Παντοπωλεῖον (ἀστεγνωτέον).—Ἐπαναλαμβάνεται ἡ ἐπιτυχὴς κωμωδία. Ὀμόνοια (Ἑλληνικὸν Μελόδραμα).—Διδάσκεται ἀπόψε ἡ ὀπερέττα «Ἡ Νύφη τῆς Κουλούρας». <box>1099 711 1333 874</box>
ad-continentale-agent: Κ. Γ. ΠΑΝΑΓΟΠΟΥΛΟΣ <box>1232 1836 1379 1852</box>
classified-ad: Πωλοῦνται ἐπιπλα ἀναγκαιοῦντα οἰκογενείας εἰς συμφερώτατας τιμάς. Πληροφορίαι ἐν τῇ ὁδῷ Ἀθηνᾶς 11. <box>1346 564 1512 633</box>
divider <box>303 750 550 751</box>
quote-cell: 138.— <box>136 394 168 407</box>
divider <box>1344 640 1514 641</box>
divider <box>303 540 550 541</box>
masthead <box>39 19 1514 87</box>
quote-cell: Ἐθνικοτρ. <box>41 294 96 307</box>
quote-cell: Κορῶναι <box>171 585 215 598</box>
quote-cell: Ὁμ. Μελλητ. <box>41 307 109 319</box>
article-text: Κατὰ τὰς πληροφορίας τῶν Παρισινῶν ἐφημερίδων, ἡ πρώτη Μαΐου διῆλθεν ἡσύχως ἐν Παρισίοις χωρὶς νὰ σημειωθῇ σοβαρόν τι ἐπεισόδιον. Οἱ ἐργάται ἐν τούτοις ἐπεχείρησαν διαδηλώσεις. <box>835 1656 1085 1754</box>
divider <box>1344 451 1514 452</box>
subheadline: ΕΙΣ ΤΟ ΕΦΕΤΕΙΟΝ <box>1097 262 1335 286</box>
market-date: 25 Ἀπριλίου 1906 <box>192 265 289 279</box>
subheadline: ΑΙ ΕΚΦΩΝΗΘΕΙΣΑΙ ΠΡΟΠΟΣΕΙΣ <box>606 1568 775 1580</box>
classified-ad: Ἐνοικιάζεται εἰς τὴν ὁδὸν Σολωμοῦ ἀριθ. 11 οἰκίας Ζωγράφου. Πληροφορίαι Ζαΐμη 5. <box>1346 646 1512 701</box>
lead-headline: ΟΙ ΠΟΛΙΤΙΚΟΙ ΠΡΑΚΤΟΡΕΣ <box>670 196 980 302</box>
